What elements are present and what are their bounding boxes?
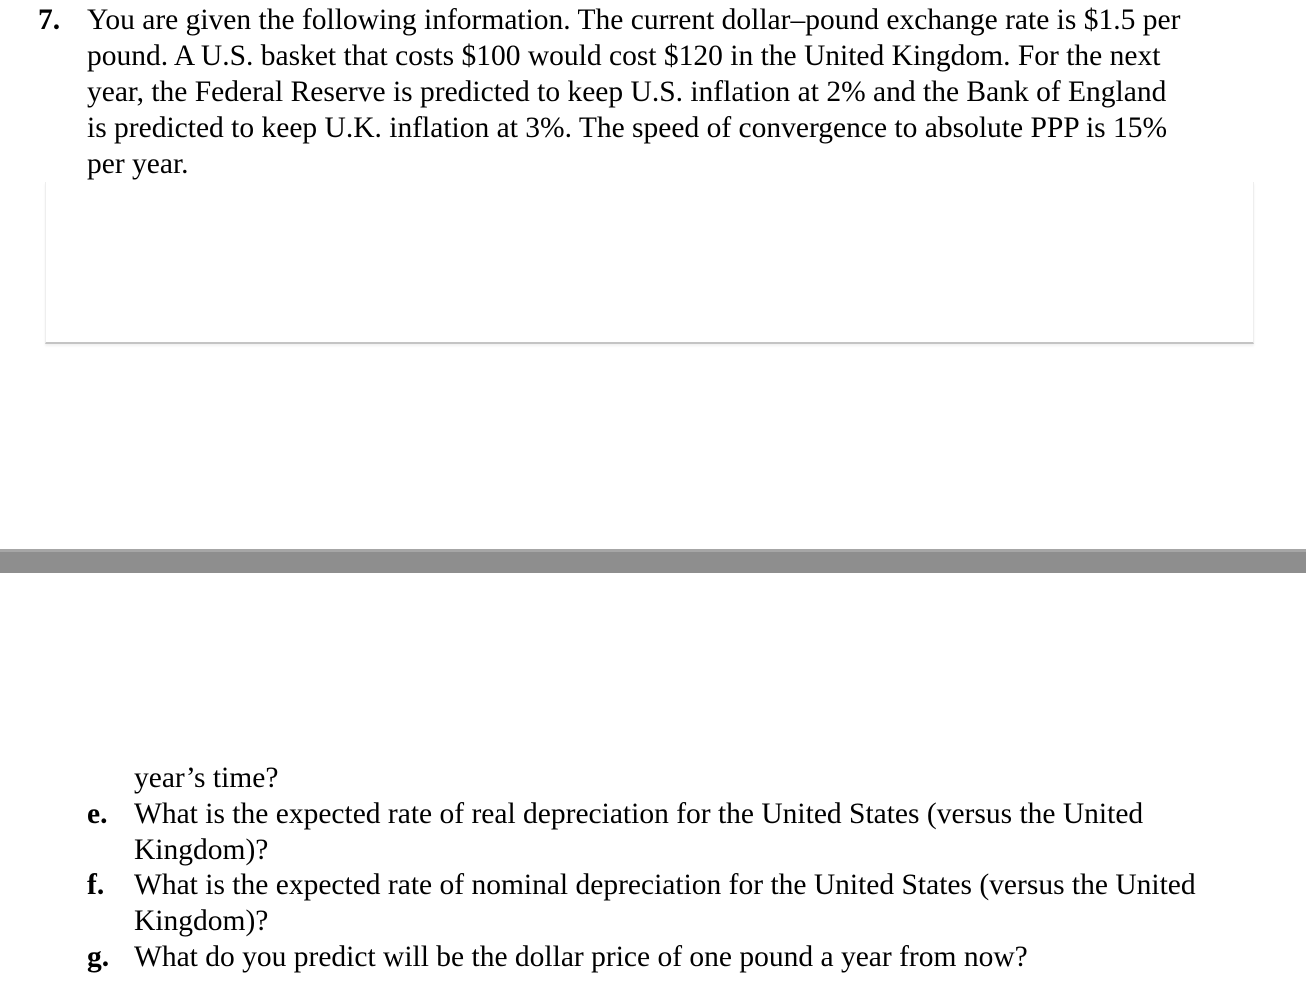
answer-area[interactable] — [45, 182, 1254, 344]
question-text — [134, 796, 1284, 868]
problem-line: pound. A U.S. basket that costs $100 would cost $120 in the United Kingdom. For the next — [87, 40, 1161, 72]
problem-line: per year. — [87, 148, 189, 180]
question-continuation: year’s time? — [134, 762, 279, 794]
problem-line: year, the Federal Reserve is predicted to keep U.S. inflation at 2% and the Bank of England — [87, 76, 1167, 108]
section-divider — [0, 549, 1306, 573]
question-line: What is the expected rate of nominal depreciation for the United States (versus the United — [134, 869, 1196, 901]
question-line: What is the expected rate of real depreciation for the United States (versus the United — [134, 798, 1144, 830]
question-line: What do you predict will be the dollar price of one pound a year from now? — [134, 941, 1028, 973]
question-letter: f. — [87, 869, 105, 901]
problem-number: 7. — [38, 4, 61, 36]
problem-line: is predicted to keep U.K. inflation at 3%. The speed of convergence to absolute PPP is 15% — [87, 112, 1168, 144]
problem-text — [87, 2, 1287, 182]
question-text — [134, 867, 1284, 939]
question-letter: g. — [87, 941, 110, 973]
question-text — [134, 939, 1284, 975]
question-line: Kingdom)? — [134, 834, 269, 866]
question-line: Kingdom)? — [134, 905, 269, 937]
question-letter: e. — [87, 798, 108, 830]
problem-line: You are given the following information. The current dollar–pound exchange rate is $1.5 per — [87, 4, 1181, 36]
section-divider-highlight — [0, 549, 1306, 552]
